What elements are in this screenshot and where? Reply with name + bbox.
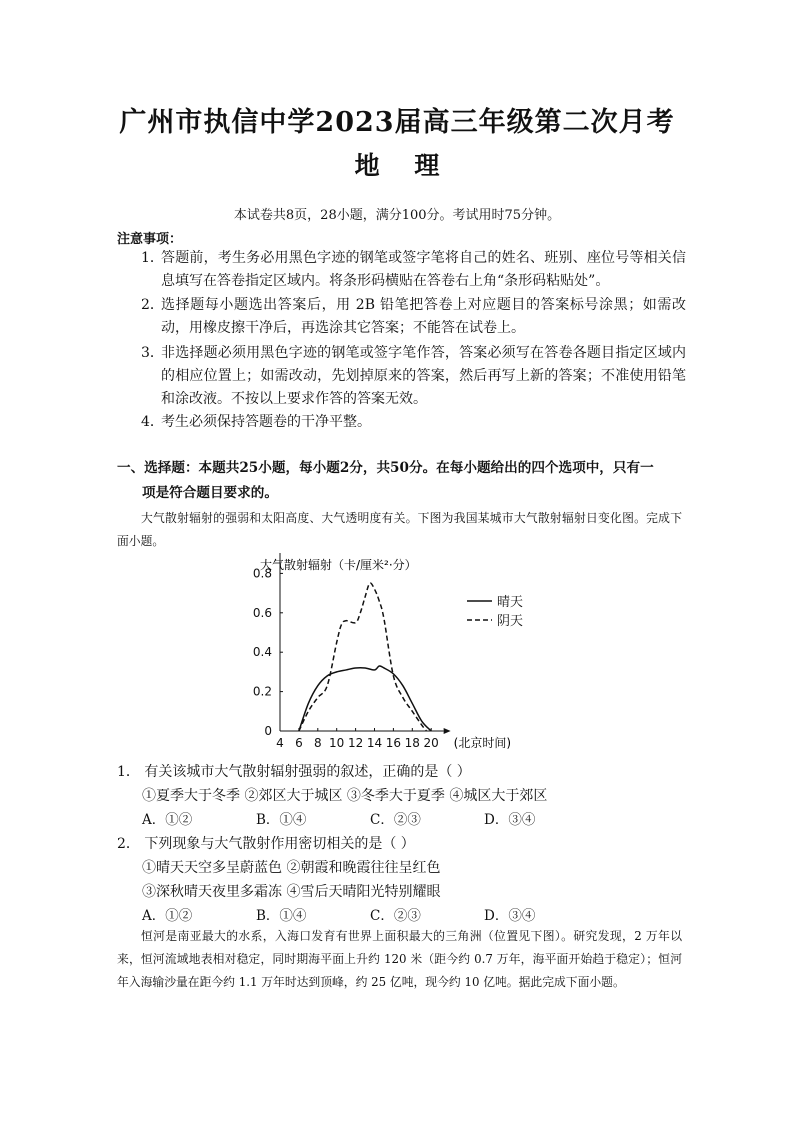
diffuse-radiation-chart — [245, 553, 575, 753]
notice-item-text: 非选择题必须用黑色字迹的钢笔或签字笔作答，答案必须写在答卷各题目指定区域内的相应位置上；如需改动，先划掉原来的答案，然后再写上新的答案；不准使用铅笔和涂改液。不按以上要求作答的答案无效。 — [161, 345, 686, 407]
question-1-stem: 1． 有关该城市大气散射辐射强弱的叙述，正确的是（ ） — [117, 764, 471, 780]
notice-item — [141, 411, 686, 434]
y-tick-label: 0.6 — [252, 605, 272, 620]
passage-2: 恒河是南亚最大的水系，入海口发育有世界上面积最大的三角洲（位置见下图）。研究发现，2 万年以来，恒河流域地表相对稳定，同时期海平面上升约 120 米（距今约 0.7 万年，海平面开始趋于稳定）；恒河年入海输沙量在距今约 1.1 万年时达到顶峰，约 25 亿吨，现今约 10 亿吨。据此完成下面小题。 — [117, 929, 682, 989]
legend-label: 阴天 — [497, 614, 524, 629]
notice-item-number: 4． — [141, 414, 164, 430]
chart-axes — [277, 553, 451, 734]
subject-title: 地 理 — [354, 151, 440, 180]
choice-d[interactable]: D．③④ — [484, 812, 536, 828]
notice-item-text: 考生必须保持答题卷的干净平整。 — [161, 414, 371, 430]
x-tick-label: 6 — [295, 736, 303, 750]
chart-y-label: 大气散射辐射（卡/厘米²·分） — [260, 558, 417, 572]
exam-title: 广州市执信中学2023届高三年级第二次月考 — [119, 107, 675, 138]
x-tick-label: 20 — [423, 736, 439, 750]
x-tick-label: 16 — [385, 736, 402, 750]
x-tick-label: 10 — [329, 736, 345, 750]
section-heading — [117, 456, 682, 506]
section-heading-line2: 项是符合题目要求的。 — [142, 485, 278, 501]
notice-item-number: 3． — [141, 345, 164, 361]
choice-c[interactable]: C．②③ — [370, 908, 421, 924]
chart-series — [299, 583, 431, 731]
choice-d[interactable]: D．③④ — [484, 908, 536, 924]
x-tick-label: 14 — [366, 736, 383, 750]
legend-label: 晴天 — [497, 595, 524, 610]
y-tick-label: 0.8 — [252, 566, 272, 581]
x-tick-label: 12 — [347, 736, 364, 750]
choice-a[interactable]: A．①② — [142, 812, 193, 828]
notice-item-text: 选择题每小题选出答案后，用 2B 铅笔把答卷上对应题目的答案标号涂黑；如需改动，用橡皮擦干净后，再选涂其它答案；不能答在试卷上。 — [161, 297, 686, 336]
chart-x-label: (北京时间) — [453, 736, 512, 750]
chart-ticks — [253, 566, 439, 750]
question-2-statements-1: ①晴天天空多呈蔚蓝色 ②朝霞和晚霞往往呈红色 — [142, 860, 441, 876]
series-line-sunny — [299, 666, 431, 731]
choice-b[interactable]: B．①④ — [256, 812, 307, 828]
notice-item-number: 2． — [141, 297, 164, 313]
question-1-choices — [142, 808, 622, 832]
chart-legend — [467, 594, 523, 629]
x-axis-arrow — [444, 728, 451, 734]
x-tick-label: 8 — [313, 736, 322, 750]
passage-1: 大气散射辐射的强弱和太阳高度、大气透明度有关。下图为我国某城市大气散射辐射日变化图。完成下面小题。 — [117, 511, 682, 548]
question-2-stem: 2． 下列现象与大气散射作用密切相关的是（ ） — [117, 836, 415, 852]
y-tick-label: 0.4 — [252, 645, 272, 660]
notice-heading: 注意事项： — [117, 232, 183, 247]
notice-item — [141, 294, 686, 340]
x-tick-label: 18 — [404, 736, 420, 750]
section-heading-line1: 一、选择题：本题共25小题，每小题2分，共50分。在每小题给出的四个选项中，只有一 — [117, 460, 654, 476]
exam-info: 本试卷共8页，28小题，满分100分。考试用时75分钟。 — [233, 208, 561, 223]
y-tick-label: 0.2 — [252, 684, 272, 699]
question-2-statements-2: ③深秋晴天夜里多霜冻 ④雪后天晴阳光特别耀眼 — [142, 884, 441, 900]
choice-a[interactable]: A．①② — [142, 908, 193, 924]
notice-item-number: 1． — [141, 250, 164, 266]
notice-item — [141, 247, 686, 293]
choice-b[interactable]: B．①④ — [256, 908, 307, 924]
question-1-statements: ①夏季大于冬季 ②郊区大于城区 ③冬季大于夏季 ④城区大于郊区 — [142, 788, 548, 804]
choice-c[interactable]: C．②③ — [370, 812, 421, 828]
notice-item — [141, 342, 686, 411]
notice-item-text: 答题前，考生务必用黑色字迹的钢笔或签字笔将自己的姓名、班别、座位号等相关信息填写在答卷指定区域内。将条形码横贴在答卷右上角“条形码粘贴处”。 — [161, 250, 686, 289]
series-line-overcast — [299, 583, 427, 731]
y-tick-label: 0 — [264, 724, 272, 738]
x-tick-label: 4 — [276, 736, 284, 750]
